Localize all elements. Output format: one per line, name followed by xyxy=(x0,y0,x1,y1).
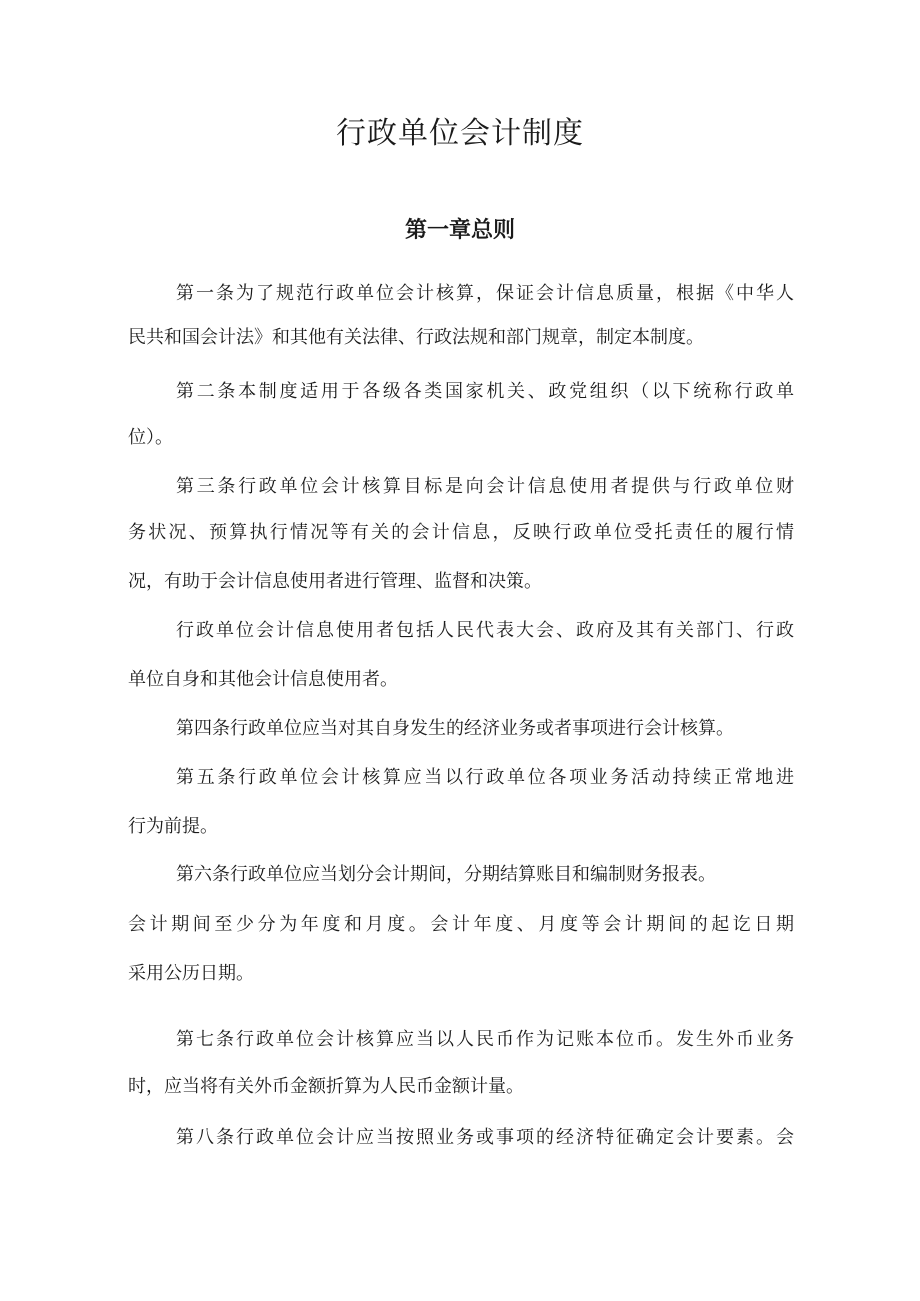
article-2-line-2: 位）。 xyxy=(128,427,173,448)
article-8-line-1: 第八条行政单位会计应当按照业务或事项的经济特征确定会计要素。会 xyxy=(176,1127,794,1148)
article-3-para-2-line-2: 单位自身和其他会计信息使用者。 xyxy=(128,669,398,690)
article-7-line-1: 第七条行政单位会计核算应当以人民币作为记账本位币。发生外币业务 xyxy=(176,1029,794,1050)
document-title: 行政单位会计制度 xyxy=(336,116,584,151)
article-6-para-2-line-1: 会计期间至少分为年度和月度。会计年度、月度等会计期间的起讫日期 xyxy=(128,914,794,935)
article-5-line-1: 第五条行政单位会计核算应当以行政单位各项业务活动持续正常地进 xyxy=(176,767,794,788)
chapter-title: 第一章总则 xyxy=(404,218,515,243)
article-3-line-3: 况，有助于会计信息使用者进行管理、监督和决策。 xyxy=(128,571,542,592)
article-1-line-2: 民共和国会计法》和其他有关法律、行政法规和部门规章，制定本制度。 xyxy=(128,327,704,348)
article-5-line-2: 行为前提。 xyxy=(128,816,218,837)
article-6-para-2-line-2: 采用公历日期。 xyxy=(128,963,254,984)
article-4-line-1: 第四条行政单位应当对其自身发生的经济业务或者事项进行会计核算。 xyxy=(176,718,734,739)
article-1-line-1: 第一条为了规范行政单位会计核算，保证会计信息质量，根据《中华人 xyxy=(176,283,794,304)
article-3-line-2: 务状况、预算执行情况等有关的会计信息，反映行政单位受托责任的履行情 xyxy=(128,522,794,543)
article-6-line-1: 第六条行政单位应当划分会计期间，分期结算账目和编制财务报表。 xyxy=(176,864,716,885)
article-7-line-2: 时，应当将有关外币金额折算为人民币金额计量。 xyxy=(128,1076,524,1097)
article-2-line-1: 第二条本制度适用于各级各类国家机关、政党组织（以下统称行政单 xyxy=(176,381,794,402)
article-3-para-2-line-1: 行政单位会计信息使用者包括人民代表大会、政府及其有关部门、行政 xyxy=(176,620,794,641)
article-3-line-1: 第三条行政单位会计核算目标是向会计信息使用者提供与行政单位财 xyxy=(176,476,794,497)
